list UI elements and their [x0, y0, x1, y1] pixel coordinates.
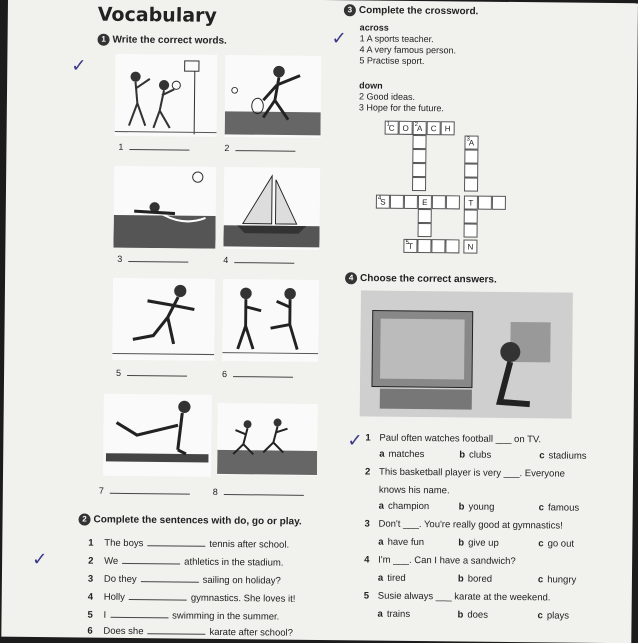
option[interactable]: b clubs [459, 449, 492, 461]
option[interactable]: c hungry [537, 574, 577, 586]
answer-blank[interactable] [147, 633, 205, 635]
ex2-sentence: 2 We athletics in the stadium. [88, 555, 284, 569]
crossword-cell[interactable] [478, 196, 492, 210]
option[interactable]: a have fun [378, 536, 425, 549]
answer-blank[interactable] [141, 581, 199, 583]
crossword-cell[interactable]: T [464, 195, 478, 209]
ex4-question: 5 Susie always ___ karate at the weekend. [363, 590, 551, 604]
crossword-cell[interactable] [412, 177, 426, 191]
ex2-heading-text: Complete the sentences with do, go or play. [93, 514, 302, 528]
crossword-cell[interactable] [445, 239, 459, 253]
label-8: 8 [213, 487, 304, 498]
pen-checkmark: ✓ [32, 548, 48, 570]
ex4-options [378, 573, 618, 587]
crossword-cell[interactable]: 5 T [403, 239, 417, 253]
ex1-number: 1 [98, 34, 110, 46]
ex2-sentence: 3 Do they sailing on holiday? [87, 573, 281, 587]
ex3-heading [344, 4, 479, 17]
crossword-cell[interactable]: E [418, 195, 432, 209]
crossword-cell[interactable] [464, 163, 478, 177]
picture-swimming [113, 166, 216, 249]
answer-blank[interactable] [122, 563, 180, 565]
answer-blank[interactable] [147, 545, 205, 547]
crossword-cell[interactable]: 2 A [413, 121, 427, 135]
crossword-cell[interactable] [412, 149, 426, 163]
crossword-cell[interactable]: C [427, 121, 441, 135]
across-clues: across 1 A sports teacher. 4 A very famous person. 5 Practise sport. [359, 22, 457, 67]
label-1: 1 [118, 142, 189, 153]
answer-blank[interactable] [129, 599, 187, 601]
ex4-question: 3 Don't ___. You're really good at gymnastics! [364, 518, 563, 532]
ex1-heading-text: Write the correct words. [112, 34, 227, 47]
answer-blank[interactable] [110, 617, 168, 619]
ex2-sentence: 5 I swimming in the summer. [87, 609, 280, 623]
ex4-heading [345, 272, 497, 286]
option[interactable]: c go out [538, 538, 575, 550]
crossword-cell[interactable] [464, 209, 478, 223]
option[interactable]: b does [457, 609, 489, 621]
option[interactable]: a champion [378, 500, 430, 513]
ex3-heading-text: Complete the crossword. [358, 5, 479, 18]
crossword-cell[interactable] [412, 163, 426, 177]
label-3: 3 [117, 254, 188, 265]
crossword-cell[interactable] [431, 239, 445, 253]
ex4-options [378, 537, 618, 551]
picture-karate [222, 279, 319, 362]
crossword-cell[interactable] [412, 135, 426, 149]
option[interactable]: a matches [379, 448, 425, 461]
label-4: 4 [223, 255, 294, 266]
ex2-number: 2 [78, 513, 90, 525]
option[interactable]: b young [458, 501, 495, 513]
ex2-heading [78, 513, 301, 527]
crossword-cell[interactable] [418, 223, 432, 237]
option[interactable]: c stadiums [539, 450, 587, 462]
crossword-cell[interactable]: 3 A [464, 135, 478, 149]
label-6: 6 [222, 369, 293, 380]
ex2-sentence: 6 Does she karate after school? [87, 625, 294, 639]
ex4-question-cont: knows his name. [378, 484, 450, 497]
pen-checkmark: ✓ [347, 430, 363, 451]
ex4-number: 4 [345, 272, 357, 284]
option[interactable]: a tired [377, 572, 406, 584]
crossword-cell[interactable] [418, 209, 432, 223]
crossword-cell[interactable]: H [441, 121, 455, 135]
picture-skating [112, 278, 215, 361]
ex2-sentence: 4 Holly gymnastics. She loves it! [87, 591, 296, 605]
option[interactable]: a trains [377, 608, 411, 620]
crossword-cell[interactable] [417, 239, 431, 253]
crossword-cell[interactable] [446, 195, 460, 209]
crossword-cell[interactable]: N [463, 239, 477, 253]
crossword-cell[interactable] [432, 195, 446, 209]
option[interactable]: c plays [537, 610, 570, 622]
workbook-page [1, 0, 638, 643]
ex3-number: 3 [344, 4, 356, 16]
ex4-question: 2 This basketball player is very ___. Everyone [365, 466, 565, 480]
picture-basketball [115, 54, 218, 137]
crossword-cell[interactable]: 1 C [385, 121, 399, 135]
picture-running [217, 403, 318, 476]
crossword-cell[interactable]: O [399, 121, 413, 135]
crossword-cell[interactable] [464, 177, 478, 191]
crossword-cell[interactable] [404, 195, 418, 209]
label-5: 5 [116, 368, 187, 379]
down-clues: down 2 Good ideas. 3 Hope for the future. [358, 80, 444, 114]
ex1-heading [98, 34, 227, 47]
ex4-options [379, 501, 619, 515]
label-2: 2 [224, 143, 295, 154]
pen-checkmark: ✓ [71, 55, 87, 76]
picture-tv-room [360, 290, 573, 418]
ex2-sentence: 1 The boys tennis after school. [88, 537, 290, 551]
crossword-cell[interactable]: 4 S [376, 195, 390, 209]
ex4-question: 4 I'm ___. Can I have a sandwich? [364, 554, 516, 568]
option[interactable]: c famous [538, 502, 580, 514]
ex4-options [379, 449, 619, 463]
ex4-options [378, 609, 618, 623]
picture-sailing [223, 167, 320, 250]
crossword-cell[interactable] [492, 196, 506, 210]
crossword-cell[interactable] [464, 149, 478, 163]
ex4-heading-text: Choose the correct answers. [360, 273, 497, 286]
page-title: Vocabulary [97, 3, 217, 27]
label-7: 7 [99, 486, 190, 497]
ex4-question: 1 Paul often watches football ___ on TV. [365, 432, 542, 446]
crossword-cell[interactable] [464, 223, 478, 237]
pen-checkmark: ✓ [331, 28, 347, 49]
crossword-grid [367, 120, 528, 262]
option[interactable]: b bored [457, 573, 493, 585]
crossword-cell[interactable] [390, 195, 404, 209]
picture-gymnastics [103, 394, 212, 477]
option[interactable]: b give up [458, 537, 499, 549]
picture-tennis [225, 55, 322, 138]
